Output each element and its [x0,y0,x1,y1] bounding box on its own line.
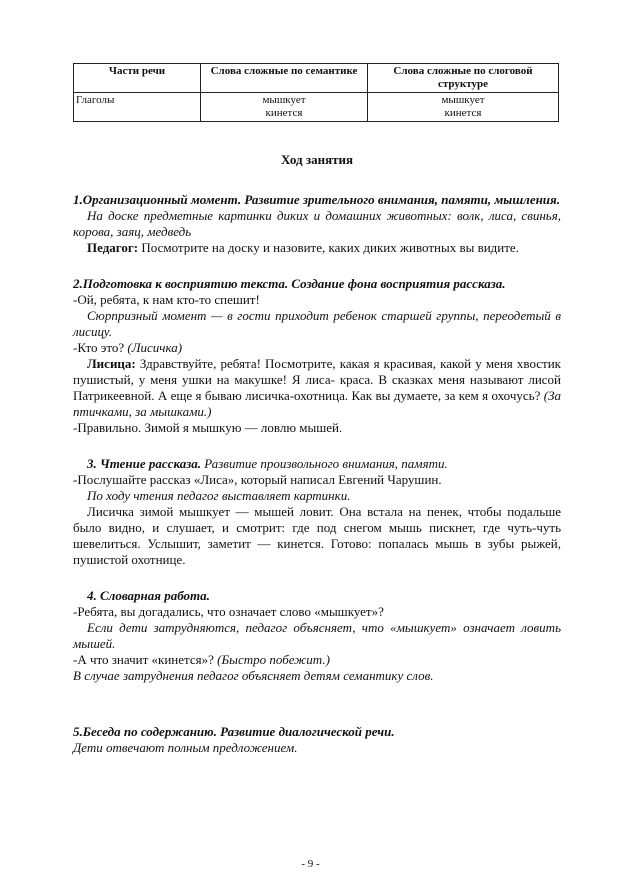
dialogue-line: -Ребята, вы догадались, что означает слово «мышкует»? [73,604,384,619]
table-cell-word: кинется [265,107,303,119]
dialogue-line [73,356,561,420]
table-cell: Глаголы [74,93,201,122]
teacher-note: Сюрпризный момент — в гости приходит ребенок старшей группы, переодетый в лисицу. [73,308,561,339]
section-heading: 1.Организационный момент. Развитие зрительного внимания, памяти, мышления. [73,192,560,207]
answer-text: (Быстро побежит.) [217,652,330,667]
dialogue-line: -Послушайте рассказ «Лиса», который написал Евгений Чарушин. [73,472,442,487]
dialogue-line [73,340,561,356]
speaker-label: Педагог: [87,240,139,255]
teacher-note: В случае затруднения педагог объясняет детям семантику слов. [73,668,434,683]
section-heading: 4. Словарная работа. [87,588,210,603]
answer-text: (Лисичка) [127,340,183,355]
page-number: - 9 - [301,858,320,870]
dialogue-line: -Ой, ребята, к нам кто-то спешит! [73,292,260,307]
table-cell [368,93,559,122]
answer-text: (За птичками, за мышками.) [73,388,561,419]
question-text: -А что значит «кинется»? [73,652,218,667]
section-heading: 5.Беседа по содержанию. Развитие диалогической речи. [73,724,395,739]
section-heading [73,456,561,472]
lesson-title: Ход занятия [280,152,354,167]
dialogue-line: -Правильно. Зимой я мышкую — ловлю мышей. [73,420,343,435]
teacher-note: Дети отвечают полным предложением. [73,740,298,755]
story-text: Лисичка зимой мышкует — мышей ловит. Она встала на пенек, чтобы подальше было видно, и слушает, и смотрит: где под снегом мышь пискнет, где чуть-чуть шевелиться. Услышит, заметит — кинется. Готово: попалась мышь в зубы рыжей, пушистой охотнице. [73,504,561,567]
table-header-cell: Слова сложные по слоговой структуре [368,64,559,93]
table-row [74,93,559,122]
speaker-label: Лисица: [87,356,136,371]
teacher-note: По ходу чтения педагог выставляет картинки. [87,488,351,503]
teacher-note: Если дети затрудняются, педагог объясняет, что «мышкует» означает ловить мышей. [73,620,561,651]
section-heading: 2.Подготовка к восприятию текста. Создание фона восприятия рассказа. [73,276,506,291]
table-header-row [74,64,559,93]
table-header-cell: Слова сложные по семантике [201,64,368,93]
dialogue-line [73,240,561,256]
dialogue-line [73,652,561,668]
parts-of-speech-table [73,63,559,122]
table-cell-word: мышкует [262,94,306,106]
section-heading-rest: Развитие произвольного внимания, памяти. [201,456,448,471]
table-cell [201,93,368,122]
table-header-cell: Части речи [74,64,201,93]
teacher-note: На доске предметные картинки диких и домашних животных: волк, лиса, свинья, корова, заяц, медведь [73,208,561,239]
table-cell-word: мышкует [441,94,485,106]
lesson-content [73,152,561,756]
question-text: -Кто это? [73,340,128,355]
section-heading-main: 3. Чтение рассказа. [87,456,202,471]
speech-text: Здравствуйте, ребята! Посмотрите, какая я красивая, какой у меня хвостик пушистый, у меня ушки на макушке! Я лиса- краса. В сказках меня называют лисой Патрикеевной. А еще я бываю лисичка-охотница. Как вы думаете, за кем я охочусь? [73,356,561,403]
table-cell-word: кинется [444,107,482,119]
speech-text: Посмотрите на доску и назовите, каких диких животных вы видите. [138,240,519,255]
